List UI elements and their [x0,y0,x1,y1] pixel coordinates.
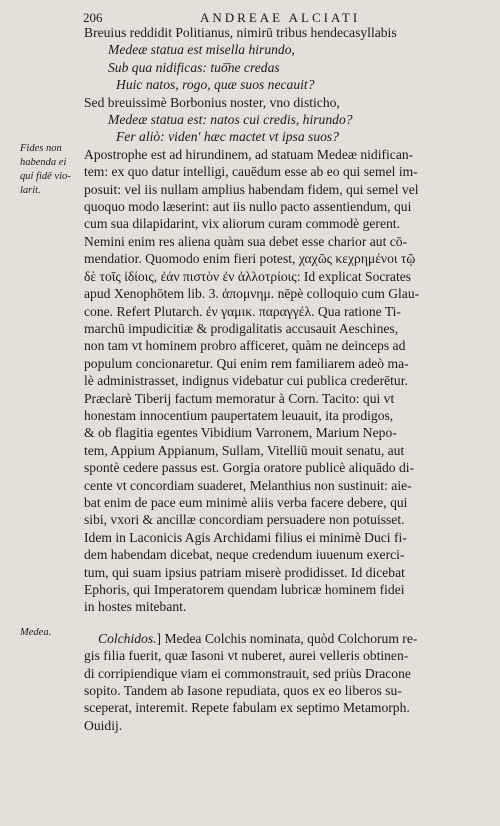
verse-line: Fer aliò: viden' hæc mactet vt ipsa suos? [116,129,340,145]
text-line: honestam innocentium paupertatem leuauit, ita prodigos, [84,407,394,423]
margin-note-line: larit. [20,185,41,196]
text-line: Ephoris, qui Imperatorem quendam lubricæ hominem fidei [84,582,405,597]
margin-note-line: Fides non [20,143,62,154]
text-line: Idem in Laconicis Agis Archidami filius ei minimè Duci fi- [84,529,407,545]
lemma: Colchidos. [98,630,157,646]
margin-note-line: qui fidē vio- [20,171,71,182]
text-line: Præclarè Tiberij factum memoratur à Corn. Tacito: qui vt [84,390,395,406]
text-line: δὲ τοῖς ἰδίοις, ἐάν πιστὸν ἐν ἀλλοτρίοις: Id explicat Socrates [84,268,412,284]
text-line: non tam vt hominem probro afficeret, quàm ne deinceps ad [84,338,406,354]
text-line: tem, Appium Appianum, Sullam, Vitelliū mouit senatu, aut [84,442,405,458]
text-line: di corripiendique viam ei commonstrauit, sed priùs Dracone [84,665,411,681]
text-line: marchū impudicitiæ & prodigalitatis accusauit Aeschines, [84,320,399,336]
text-line: posuit: vel iis nullam amplius habendam fidem, qui semel vel [84,181,419,197]
text-line: cone. Refert Plutarch. ἐν γαμικ. παραγγέλ. Qua ratione Ti- [84,303,401,319]
text-line [84,630,486,647]
text-line: quoquo modo læserint: aut iis nullo pacto assentiendum, qui [84,199,412,215]
text-line: bat enim de pace eum minimè aliis verba facere debere, qui [84,494,408,510]
lemma-continuation: ] Medea Colchis nominata, quòd Colchorum re- [156,630,418,646]
text-line: Ouidij. [84,717,123,733]
text-line: cum sua dilapidarint, vix aliorum curam commodè gerent. [84,216,400,232]
text-line: Breuius reddidit Politianus, nimirū tribus hendecasyllabis [84,25,397,40]
text-line: & ob flagitia egentes Vibidium Varronem, Marium Nepo- [84,425,397,441]
text-line: sceperat, interemit. Repete fabulam ex septimo Metamorph. [84,700,410,716]
text-line: cente vt concordiam suaderet, Melanthius non sustinuit: aie- [84,477,412,493]
text-line: dem habendam dicebat, neque credendum iuuenum exerci- [84,547,405,563]
text-line: tem: ex quo datur intelligi, cauēdum esse ab eo qui semel im- [84,164,418,180]
text-line: lè administrasset, indignus videbatur cui publica crederētur. [84,373,408,389]
text-line: Sed breuissimè Borbonius noster, vno disticho, [84,94,340,110]
text-line: tum, qui suam ipsius patriam miserè prodidisset. Id dicebat [84,564,405,580]
verse-line: Medeæ statua est misella hirundo, [108,42,295,58]
paragraph-gap [84,616,486,630]
page-number: 206 [83,10,103,25]
text-line: populum concionaretur. Qui enim rem familiarem adeò ma- [84,355,409,371]
text-line: in hostes mitebant. [84,599,187,615]
text-line: mendatior. Quomodo enim fieri potest, χαχῶς κεχρημένοι τῷ [84,251,416,267]
verse-line: Huic natos, rogo, quæ suos necauit? [116,77,315,93]
text-line: gis filia fuerit, quæ Iasoni vt nuberet, aurei velleris obtinen- [84,648,409,664]
margin-note-medea: Medea. [20,627,52,638]
text-line: spontè cedere passus est. Gorgia oratore publicè aliquādo di- [84,460,415,476]
running-title: ANDREAE ALCIATI [200,10,361,25]
margin-note-fides [20,142,82,198]
text-line: sibi, vxori & ancillæ concordiam persuadere non potuisset. [84,512,405,528]
text-line: apud Xenophōtem lib. 3. ἀπομνημ. nēpè colloquio cum Glau- [84,286,420,302]
text-line: sopito. Tandem ab Iasone repudiata, quos ex eo liberos su- [84,683,402,699]
verse-line: Sub qua nidificas: tuō̄ne credas [108,59,280,75]
margin-note-line: habenda ei [20,157,67,168]
text-line: Nemini enim res aliena quàm sua debet esse charior aut cō- [84,233,408,249]
main-text [84,24,486,734]
verse-line: Medeæ statua est: natos cui credis, hirundo? [108,112,353,128]
text-line: Apostrophe est ad hirundinem, ad statuam Medeæ nidifican- [84,146,414,162]
